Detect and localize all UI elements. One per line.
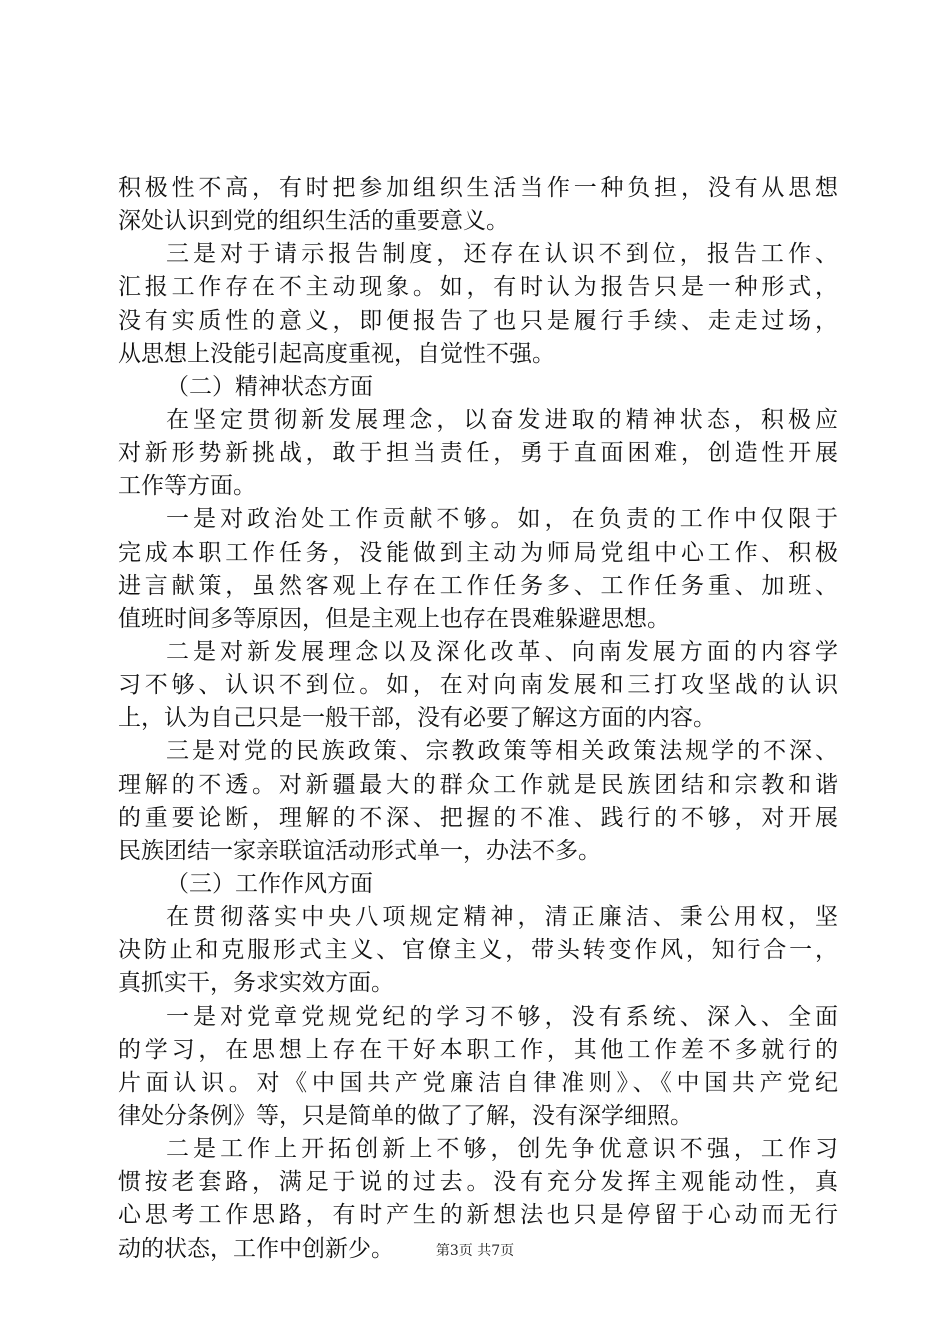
text-line: 真抓实干，务求实效方面。 (118, 970, 394, 997)
text-line: 的重要论断，理解的不深、把握的不准、践行的不够，对开展 (118, 804, 838, 831)
text-line: 进言献策，虽然客观上存在工作任务多、工作任务重、加班、 (118, 572, 838, 599)
text-line: 对新形势新挑战，敢于担当责任，勇于直面困难，创造性开展 (118, 440, 838, 467)
text-line: 在贯彻落实中央八项规定精神，清正廉洁、秉公用权，坚 (166, 904, 838, 931)
text-line: 惯按老套路，满足于说的过去。没有充分发挥主观能动性，真 (118, 1169, 838, 1196)
text-line: 完成本职工作任务，没能做到主动为师局党组中心工作、积极 (118, 539, 838, 566)
text-line: 工作等方面。 (118, 473, 256, 500)
text-line: 一是对政治处工作贡献不够。如，在负责的工作中仅限于 (166, 506, 838, 533)
text-line: 民族团结一家亲联谊活动形式单一，办法不多。 (118, 837, 601, 864)
text-line: 积极性不高，有时把参加组织生活当作一种负担，没有从思想 (118, 175, 838, 201)
text-line: 一是对党章党规党纪的学习不够，没有系统、深入、全面 (166, 1003, 838, 1030)
text-line: 三是对党的民族政策、宗教政策等相关政策法规学的不深、 (166, 738, 838, 765)
text-line: 动的状态，工作中创新少。 (118, 1235, 394, 1262)
text-line: 律处分条例》等，只是简单的做了了解，没有深学细照。 (118, 1102, 693, 1129)
text-line: 没有实质性的意义，即便报告了也只是履行手续、走走过场， (118, 307, 838, 334)
text-line: 上，认为自己只是一般干部，没有必要了解这方面的内容。 (118, 705, 716, 732)
section-heading: （二）精神状态方面 (166, 373, 373, 400)
text-line: 值班时间多等原因，但是主观上也存在畏难躲避思想。 (118, 605, 670, 632)
section-heading: （三）工作作风方面 (166, 870, 373, 897)
text-line: 理解的不透。对新疆最大的群众工作就是民族团结和宗教和谐 (118, 771, 838, 798)
text-line: 二是工作上开拓创新上不够，创先争优意识不强，工作习 (166, 1136, 838, 1163)
text-line: 习不够、认识不到位。如，在对向南发展和三打攻坚战的认识 (118, 672, 838, 699)
text-line: 片面认识。对《中国共产党廉洁自律准则》、《中国共产党纪 (118, 1069, 838, 1096)
text-line: 心思考工作思路，有时产生的新想法也只是停留于心动而无行 (118, 1202, 838, 1229)
text-line: 的学习，在思想上存在干好本职工作，其他工作差不多就行的 (118, 1036, 838, 1063)
text-line: 决防止和克服形式主义、官僚主义，带头转变作风，知行合一， (118, 937, 838, 964)
document-body (118, 172, 838, 1266)
text-line: 三是对于请示报告制度，还存在认识不到位，报告工作、 (166, 241, 838, 268)
text-line: 从思想上没能引起高度重视，自觉性不强。 (118, 340, 555, 367)
text-line: 二是对新发展理念以及深化改革、向南发展方面的内容学 (166, 638, 838, 665)
text-line: 深处认识到党的组织生活的重要意义。 (118, 208, 509, 235)
page-number-footer: 第3页 共7页 (435, 1243, 515, 1259)
text-line: 汇报工作存在不主动现象。如，有时认为报告只是一种形式， (118, 274, 838, 301)
text-line: 在坚定贯彻新发展理念，以奋发进取的精神状态，积极应 (166, 406, 838, 433)
